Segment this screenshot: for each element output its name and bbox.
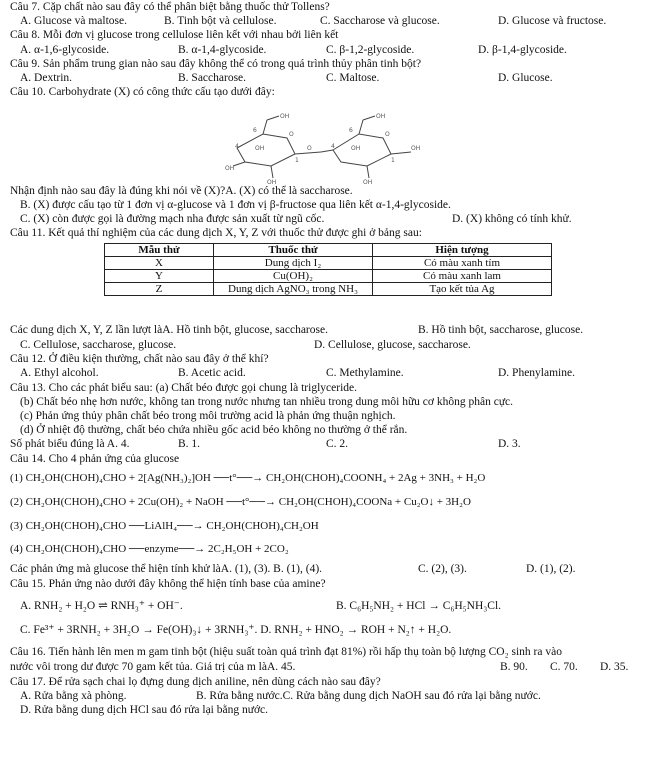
q8-option-d: D. β-1,4-glycoside. xyxy=(478,44,567,56)
svg-text:1: 1 xyxy=(391,157,395,164)
table-row xyxy=(105,270,552,283)
q17-text: Câu 17. Để rửa sạch chai lọ đựng dung dịch aniline, nên dùng cách nào sau đây? xyxy=(10,676,381,688)
q9-option-d: D. Glucose. xyxy=(498,72,553,84)
q13-option-d: D. 3. xyxy=(498,438,521,450)
q9-text: Câu 9. Sản phẩm trung gian nào sau đây không thể có trong quá trình thủy phân tinh bột? xyxy=(10,58,422,70)
table-row xyxy=(105,283,552,296)
svg-text:O: O xyxy=(385,131,390,138)
q13-option-c: C. 2. xyxy=(326,438,349,450)
svg-text:O: O xyxy=(307,145,312,152)
svg-text:OH: OH xyxy=(376,113,386,120)
q11-after: Các dung dịch X, Y, Z lần lượt làA. Hồ tinh bột, glucose, saccharose. xyxy=(10,324,328,336)
q8-text: Câu 8. Mỗi đơn vị glucose trong cellulose liên kết với nhau bởi liên kết xyxy=(10,29,339,41)
q12-option-c: C. Methylamine. xyxy=(326,367,404,379)
q14-reaction-2: (2) CH₂OH(CHOH)₄CHO + 2Cu(OH)₂ + NaOH ──t°──→ CH₂OH(CHOH)₄COONa + Cu₂O↓ + 3H₂O xyxy=(10,496,471,508)
table-cell: Tạo kết tủa Ag xyxy=(373,283,552,296)
table-cell: X xyxy=(105,257,214,270)
q13-statement-c: (c) Phản ứng thủy phân chất béo trong môi trường acid là phản ứng thuận nghịch. xyxy=(20,410,396,422)
q11-option-d: D. Cellulose, glucose, saccharose. xyxy=(314,339,471,351)
svg-text:OH: OH xyxy=(363,179,373,184)
q15-option-b: B. C₆H₅NH₂ + HCl → C₆H₅NH₃Cl. xyxy=(336,600,502,612)
q13-option-b: B. 1. xyxy=(178,438,201,450)
q11-option-b: B. Hồ tinh bột, saccharose, glucose. xyxy=(418,324,584,336)
q12-option-d: D. Phenylamine. xyxy=(498,367,575,379)
table-header: Thuốc thử xyxy=(214,244,373,257)
table-header: Hiện tượng xyxy=(373,244,552,257)
q11-text: Câu 11. Kết quả thí nghiệm của các dung dịch X, Y, Z với thuốc thử được ghi ở bảng sau: xyxy=(10,227,422,239)
svg-text:O: O xyxy=(289,131,294,138)
table-header-row xyxy=(105,244,552,257)
svg-text:OH: OH xyxy=(255,145,265,152)
q7-option-a: A. Glucose và maltose. xyxy=(20,15,127,27)
q15-option-c: C. Fe³⁺ + 3RNH₂ + 3H₂O → Fe(OH)₃↓ + 3RNH₃⁺. D. RNH₂ + HNO₂ → ROH + N₂↑ + H₂O. xyxy=(20,624,452,636)
q16-option-d: D. 35. xyxy=(600,661,629,673)
q9-option-c: C. Maltose. xyxy=(326,72,380,84)
table-cell: Dung dịch AgNO₃ trong NH₃ xyxy=(214,283,373,296)
q8-option-c: C. β-1,2-glycoside. xyxy=(326,44,415,56)
q14-reaction-3: (3) CH₂OH(CHOH)₄CHO ──LiAlH₄──→ CH₂OH(CHOH)₄CH₂OH xyxy=(10,520,319,532)
svg-text:OH: OH xyxy=(411,145,421,152)
q13-count: Số phát biểu đúng là A. 4. xyxy=(10,438,130,450)
svg-text:OH: OH xyxy=(225,165,235,172)
q14-text: Câu 14. Cho 4 phản ứng của glucose xyxy=(10,453,180,465)
q14-reaction-1: (1) CH₂OH(CHOH)₄CHO + 2[Ag(NH₃)₂]OH ──t°──→ CH₂OH(CHOH)₄COONH₄ + 2Ag + 3NH₃ + H₂O xyxy=(10,472,486,484)
disaccharide-structure xyxy=(225,112,425,184)
q10-option-c: C. (X) còn được gọi là đường mạch nha được sản xuất từ ngũ cốc. xyxy=(20,213,325,225)
svg-text:4: 4 xyxy=(331,143,335,150)
q9-option-b: B. Saccharose. xyxy=(178,72,247,84)
q14-reaction-4: (4) CH₂OH(CHOH)₄CHO ──enzyme──→ 2C₂H₅OH + 2CO₂ xyxy=(10,543,289,555)
svg-text:1: 1 xyxy=(295,157,299,164)
q13-statement-b: (b) Chất béo nhẹ hơn nước, không tan trong nước nhưng tan nhiều trong dung môi hữu cơ không phân cực. xyxy=(20,396,514,408)
q11-option-c: C. Cellulose, saccharose, glucose. xyxy=(20,339,177,351)
svg-text:OH: OH xyxy=(280,113,290,120)
table-cell: Có màu xanh tím xyxy=(373,257,552,270)
q12-option-a: A. Ethyl alcohol. xyxy=(20,367,99,379)
svg-text:OH: OH xyxy=(351,145,361,152)
table-header: Mẫu thử xyxy=(105,244,214,257)
table-row xyxy=(105,257,552,270)
q10-stem: Nhận định nào sau đây là đúng khi nói về (X)?A. (X) có thể là saccharose. xyxy=(10,185,353,197)
q7-option-c: C. Saccharose và glucose. xyxy=(320,15,440,27)
q17-option-a: A. Rửa bằng xà phòng. xyxy=(20,690,127,702)
q10-option-d: D. (X) không có tính khử. xyxy=(452,213,572,225)
q14-ask: Các phản ứng mà glucose thể hiện tính khử làA. (1), (3). B. (1), (4). xyxy=(10,563,323,575)
q15-text: Câu 15. Phản ứng nào dưới đây không thể hiện tính base của amine? xyxy=(10,578,326,590)
svg-text:OH: OH xyxy=(267,179,277,184)
q17-option-d: D. Rửa bằng dung dịch HCl sau đó rửa lại bằng nước. xyxy=(20,704,269,716)
q8-option-a: A. α-1,6-glycoside. xyxy=(20,44,110,56)
q10-text: Câu 10. Carbohydrate (X) có công thức cấu tạo dưới đây: xyxy=(10,86,275,98)
q8-option-b: B. α-1,4-glycoside. xyxy=(178,44,267,56)
q16-text: Câu 16. Tiến hành lên men m gam tinh bột (hiệu suất toàn quá trình đạt 81%) rồi hấp thụ toàn bộ lượng CO₂ sinh ra vào xyxy=(10,646,562,658)
q17-option-b: B. Rửa bằng nước.C. Rửa bằng dung dịch NaOH sau đó rửa lại bằng nước. xyxy=(196,690,541,702)
q15-option-a: A. RNH₂ + H₂O ⇌ RNH₃⁺ + OH⁻. xyxy=(20,600,183,612)
q11-results-table xyxy=(104,243,552,296)
table-cell: Y xyxy=(105,270,214,283)
q13-text: Câu 13. Cho các phát biểu sau: (a) Chất béo được gọi chung là triglyceride. xyxy=(10,382,357,394)
table-cell: Z xyxy=(105,283,214,296)
q16-cont: nước vôi trong dư được 70 gam kết tủa. Giá trị của m làA. 45. xyxy=(10,661,296,673)
q16-option-c: C. 70. xyxy=(550,661,578,673)
q13-statement-d: (d) Ở nhiệt độ thường, chất béo chứa nhiều gốc acid béo không no thường ở thể rắn. xyxy=(20,424,408,436)
q10-option-b: B. (X) được cấu tạo từ 1 đơn vị α-glucose và 1 đơn vị β-fructose qua liên kết α-1,4-glycoside. xyxy=(20,199,451,211)
svg-text:6: 6 xyxy=(349,127,353,134)
q7-text: Câu 7. Cặp chất nào sau đây có thể phân biệt bằng thuốc thử Tollens? xyxy=(10,1,330,13)
q14-option-d: D. (1), (2). xyxy=(526,563,576,575)
table-cell: Dung dịch I₂ xyxy=(214,257,373,270)
q16-option-b: B. 90. xyxy=(500,661,528,673)
table-cell: Cu(OH)₂ xyxy=(214,270,373,283)
q12-text: Câu 12. Ở điều kiện thường, chất nào sau đây ở thể khí? xyxy=(10,353,269,365)
q7-option-d: D. Glucose và fructose. xyxy=(498,15,607,27)
q12-option-b: B. Acetic acid. xyxy=(178,367,246,379)
svg-text:6: 6 xyxy=(253,127,257,134)
q7-option-b: B. Tinh bột và cellulose. xyxy=(164,15,277,27)
svg-text:4: 4 xyxy=(235,143,239,150)
table-cell: Có màu xanh lam xyxy=(373,270,552,283)
q9-option-a: A. Dextrin. xyxy=(20,72,73,84)
q14-option-c: C. (2), (3). xyxy=(418,563,467,575)
